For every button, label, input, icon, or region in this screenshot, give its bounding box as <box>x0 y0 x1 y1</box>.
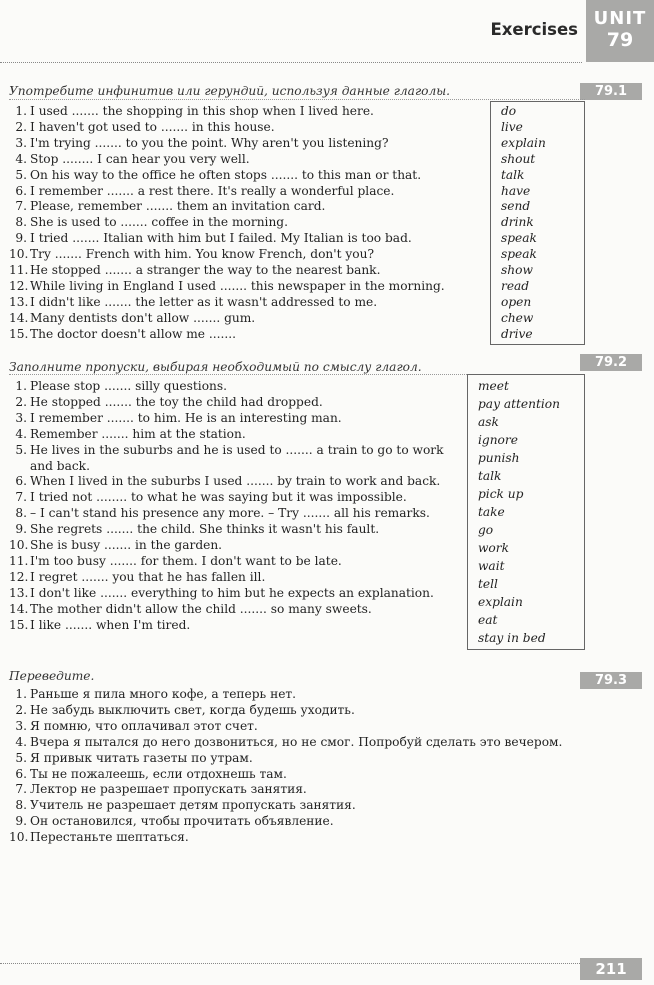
word-option: speak <box>501 231 537 246</box>
instruction-divider <box>9 99 585 100</box>
exercise-item <box>9 798 589 814</box>
item-number: 7. <box>15 782 27 797</box>
item-text: Он остановился, чтобы прочитать объявление. <box>30 814 334 829</box>
exercise-item <box>9 295 489 311</box>
item-text: She is busy ....... in the garden. <box>30 538 223 553</box>
exercise-tab-79-1: 79.1 <box>580 83 642 100</box>
item-text: I haven't got used to ....... in this house. <box>30 119 275 134</box>
word-option: meet <box>478 379 509 393</box>
exercise-3-list <box>9 687 589 846</box>
item-number: 15. <box>9 617 29 632</box>
item-text: Перестаньте шептаться. <box>30 830 189 845</box>
exercise-item <box>9 443 464 475</box>
word-option: drive <box>501 326 533 341</box>
exercise-item <box>9 395 464 411</box>
item-number: 11. <box>9 553 29 568</box>
word-option: pay attention <box>478 397 560 411</box>
exercise-item <box>9 247 489 263</box>
item-number: 8. <box>15 506 27 521</box>
item-number: 5. <box>15 750 27 765</box>
item-text: I tried ....... Italian with him but I failed. My Italian is too bad. <box>30 231 412 246</box>
item-number: 6. <box>15 183 27 198</box>
exercise-1-list <box>9 104 489 343</box>
exercise-item <box>9 199 489 215</box>
word-option: speak <box>501 247 537 262</box>
exercise-item <box>9 782 589 798</box>
item-number: 8. <box>15 215 27 230</box>
exercise-2-word-box <box>467 374 585 650</box>
word-option: drink <box>501 215 534 230</box>
item-text: – I can't stand his presence any more. – Try ....... all his remarks. <box>30 506 430 521</box>
exercise-item <box>9 152 489 168</box>
word-option: live <box>501 119 523 134</box>
item-number: 3. <box>15 718 27 733</box>
item-text: The mother didn't allow the child ....... so many sweets. <box>30 601 372 616</box>
item-number: 12. <box>9 569 29 584</box>
item-text: He stopped ....... a stranger the way to the nearest bank. <box>30 263 381 278</box>
exercise-item <box>9 703 589 719</box>
item-number: 13. <box>9 294 29 309</box>
word-option: tell <box>478 577 498 591</box>
item-text: Ты не пожалеешь, если отдохнешь там. <box>30 766 287 781</box>
item-number: 7. <box>15 199 27 214</box>
word-option: explain <box>478 595 523 609</box>
item-text: Я привык читать газеты по утрам. <box>30 750 253 765</box>
page-number: 211 <box>580 958 642 980</box>
item-number: 3. <box>15 410 27 425</box>
item-text: Stop ........ I can hear you very well. <box>30 151 250 166</box>
item-number: 2. <box>15 702 27 717</box>
word-option: ignore <box>478 433 518 447</box>
word-option: read <box>501 278 530 293</box>
exercise-item <box>9 490 464 506</box>
word-option: go <box>478 523 494 537</box>
item-text: She regrets ....... the child. She thinks it wasn't his fault. <box>30 522 380 537</box>
item-number: 12. <box>9 278 29 293</box>
exercise-2-list <box>9 379 464 634</box>
exercise-item <box>9 168 489 184</box>
item-number: 2. <box>15 119 27 134</box>
exercise-item <box>9 104 489 120</box>
exercise-item <box>9 751 589 767</box>
exercise-item <box>9 767 589 783</box>
exercise-item <box>9 279 489 295</box>
header-divider <box>0 62 582 63</box>
item-number: 1. <box>15 104 27 118</box>
item-text: He lives in the suburbs and he is used to ....... a train to go to work and back. <box>30 442 444 473</box>
word-option: wait <box>478 559 505 573</box>
word-option: send <box>501 199 531 214</box>
exercise-item <box>9 586 464 602</box>
item-text: Я помню, что оплачивал этот счет. <box>30 718 258 733</box>
word-option: eat <box>478 613 498 627</box>
item-text: The doctor doesn't allow me ....... <box>30 326 237 341</box>
exercise-item <box>9 136 489 152</box>
item-text: While living in England I used ....... this newspaper in the morning. <box>30 278 445 293</box>
item-number: 14. <box>9 601 29 616</box>
exercise-item <box>9 602 464 618</box>
item-text: I'm too busy ....... for them. I don't want to be late. <box>30 553 342 568</box>
item-text: Try ....... French with him. You know French, don't you? <box>30 247 375 262</box>
word-option: ask <box>478 415 499 429</box>
unit-number: 79 <box>606 29 634 51</box>
item-number: 15. <box>9 326 29 341</box>
exercise-item <box>9 570 464 586</box>
item-number: 8. <box>15 798 27 813</box>
word-option: chew <box>501 310 534 325</box>
item-number: 1. <box>15 687 27 701</box>
item-number: 11. <box>9 263 29 278</box>
item-number: 9. <box>15 522 27 537</box>
item-number: 9. <box>15 231 27 246</box>
item-text: She is used to ....... coffee in the morning. <box>30 215 288 230</box>
item-text: I regret ....... you that he has fallen ill. <box>30 569 266 584</box>
word-option: pick up <box>478 487 524 501</box>
exercise-item <box>9 311 489 327</box>
item-text: I used ....... the shopping in this shop when I lived here. <box>30 104 374 118</box>
word-option: punish <box>478 451 520 465</box>
unit-badge <box>586 0 654 62</box>
item-number: 10. <box>9 830 29 845</box>
item-text: Раньше я пила много кофе, а теперь нет. <box>30 687 297 701</box>
item-number: 3. <box>15 135 27 150</box>
item-number: 14. <box>9 310 29 325</box>
exercise-item <box>9 411 464 427</box>
exercise-item <box>9 522 464 538</box>
exercise-item <box>9 538 464 554</box>
word-option: take <box>478 505 505 519</box>
item-text: I like ....... when I'm tired. <box>30 617 191 632</box>
item-number: 5. <box>15 167 27 182</box>
exercise-item <box>9 263 489 279</box>
item-text: Вчера я пытался до него дозвониться, но не смог. Попробуй сделать это вечером. <box>30 734 563 749</box>
footer-divider <box>0 963 582 964</box>
section-title: Exercises <box>490 20 578 39</box>
word-option: shout <box>501 151 536 166</box>
exercise-tab-79-3: 79.3 <box>580 672 642 689</box>
word-option: talk <box>478 469 502 483</box>
item-text: I remember ....... to him. He is an interesting man. <box>30 410 342 425</box>
word-option: explain <box>501 135 546 150</box>
exercise-tab-79-2: 79.2 <box>580 354 642 371</box>
item-number: 4. <box>15 426 27 441</box>
item-number: 4. <box>15 734 27 749</box>
item-text: On his way to the office he often stops ....... to this man or that. <box>30 167 422 182</box>
item-number: 9. <box>15 814 27 829</box>
item-text: I remember ....... a rest there. It's really a wonderful place. <box>30 183 395 198</box>
exercise-1-word-box <box>490 101 585 345</box>
exercise-item <box>9 427 464 443</box>
exercise-item <box>9 379 464 395</box>
item-number: 4. <box>15 151 27 166</box>
item-number: 10. <box>9 247 29 262</box>
item-text: I'm trying ....... to you the point. Why aren't you listening? <box>30 135 389 150</box>
exercise-1-instruction: Употребите инфинитив или герундий, используя данные глаголы. <box>9 84 451 98</box>
item-number: 7. <box>15 490 27 505</box>
item-text: Не забудь выключить свет, когда будешь уходить. <box>30 702 355 717</box>
exercise-item <box>9 735 589 751</box>
item-text: I tried not ........ to what he was saying but it was impossible. <box>30 490 407 505</box>
exercise-item <box>9 327 489 343</box>
exercise-item <box>9 506 464 522</box>
unit-label: UNIT <box>593 8 647 29</box>
item-text: Учитель не разрешает детям пропускать занятия. <box>30 798 356 813</box>
exercise-item <box>9 687 589 703</box>
item-text: Many dentists don't allow ....... gum. <box>30 310 256 325</box>
exercise-item <box>9 814 589 830</box>
word-option: stay in bed <box>478 631 546 645</box>
exercise-item <box>9 719 589 735</box>
exercise-item <box>9 554 464 570</box>
word-option: open <box>501 294 532 309</box>
exercise-item <box>9 120 489 136</box>
exercise-2-instruction: Заполните пропуски, выбирая необходимый по смыслу глагол. <box>9 360 422 374</box>
exercise-3-instruction: Переведите. <box>9 669 95 683</box>
item-text: Please, remember ....... them an invitation card. <box>30 199 326 214</box>
word-option: do <box>501 104 517 118</box>
word-option: show <box>501 263 533 278</box>
exercise-item <box>9 231 489 247</box>
exercise-item <box>9 184 489 200</box>
item-number: 1. <box>15 379 27 393</box>
word-option: work <box>478 541 509 555</box>
item-number: 5. <box>15 442 27 457</box>
exercise-item <box>9 618 464 634</box>
item-number: 2. <box>15 394 27 409</box>
exercise-item <box>9 215 489 231</box>
item-text: He stopped ....... the toy the child had dropped. <box>30 394 323 409</box>
item-text: Лектор не разрешает пропускать занятия. <box>30 782 307 797</box>
item-number: 6. <box>15 474 27 489</box>
item-text: I didn't like ....... the letter as it wasn't addressed to me. <box>30 294 378 309</box>
item-text: Please stop ....... silly questions. <box>30 379 228 393</box>
item-number: 6. <box>15 766 27 781</box>
item-number: 10. <box>9 538 29 553</box>
exercise-item <box>9 830 589 846</box>
item-text: When I lived in the suburbs I used ....... by train to work and back. <box>30 474 441 489</box>
word-option: have <box>501 183 531 198</box>
item-text: Remember ....... him at the station. <box>30 426 246 441</box>
item-text: I don't like ....... everything to him but he expects an explanation. <box>30 585 434 600</box>
item-number: 13. <box>9 585 29 600</box>
exercise-item <box>9 474 464 490</box>
word-option: talk <box>501 167 525 182</box>
